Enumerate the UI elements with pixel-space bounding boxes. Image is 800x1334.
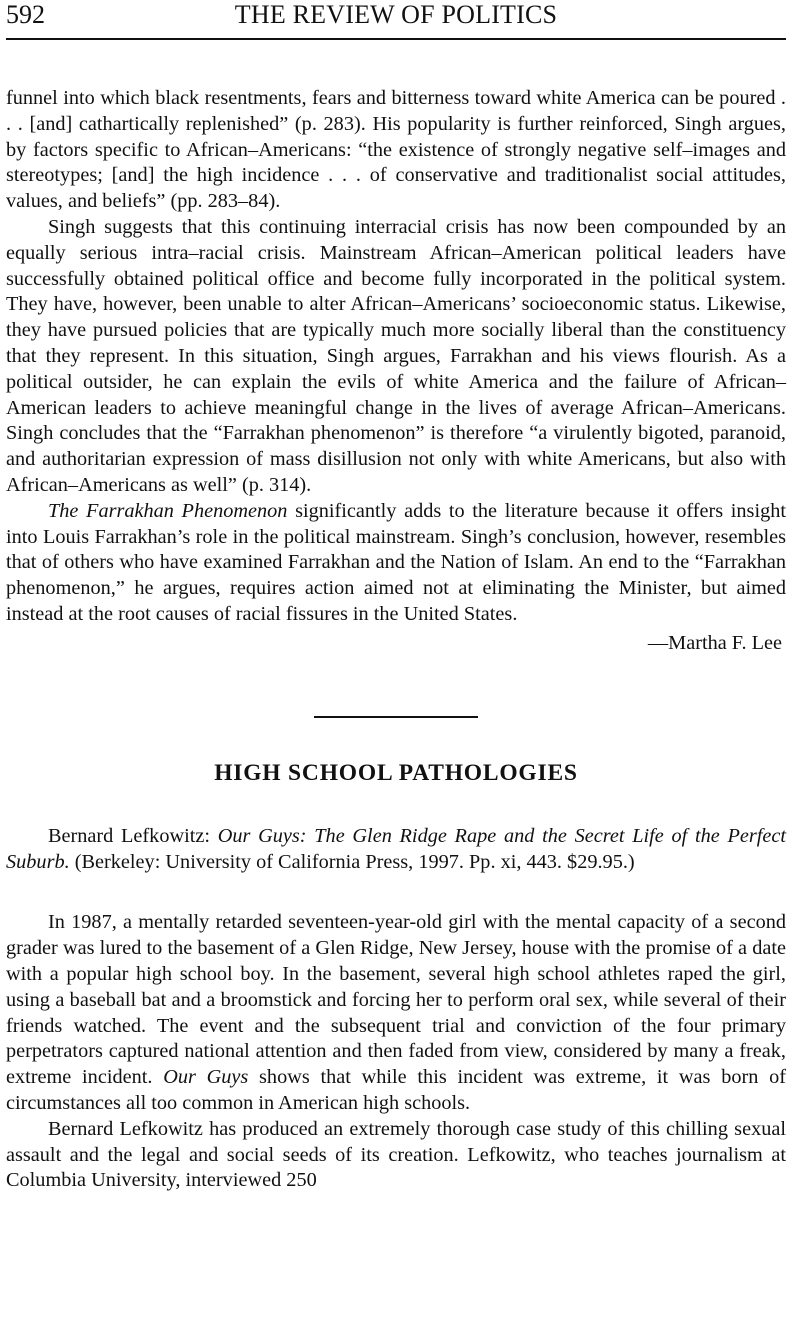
page-number: 592 (6, 0, 45, 29)
journal-title: THE REVIEW OF POLITICS (234, 0, 558, 29)
running-head (6, 0, 786, 40)
reviewer-signature: —Martha F. Lee (647, 631, 782, 654)
review-one-body (6, 86, 786, 628)
review-two-body (6, 910, 786, 1194)
review-one-paragraph: Singh suggests that this continuing interracial crisis has now been compounded by an equally serious intra–racial crisis. Mainstream African–American political leaders have successfully obtained political office and become fully incorporated in the political system. They have, however, been unable to alter African–Americans’ socioeconomic status. Likewise, they have pursued policies that are typically much more socially liberal than the constituency that they represent. In this situation, Singh argues, Farrakhan and his views flourish. As a political outsider, he can explain the evils of white America and the failure of African–American leaders to achieve meaningful change in the lives of average African–Americans. Singh concludes that the “Farrakhan phenomenon” is therefore “a virulently bigoted, paranoid, and authoritarian expression of mass disillusion not only with white Americans, but also with African–Americans as well” (p. 314). (6, 215, 786, 496)
book-title-italic: The Farrakhan Phenomenon (48, 499, 288, 522)
section-title: HIGH SCHOOL PATHOLOGIES (214, 759, 578, 786)
section-divider (314, 716, 478, 718)
final-paragraph-text: significantly adds to the literature because it offers insight into Louis Farrakhan’s role in the political mainstream. Singh’s conclusion, however, resembles that of others who have examined Farrakhan and the Nation of Islam. An end to the “Farrakhan phenomenon,” he argues, requires action aimed not at eliminating the Minister, but aimed instead at the root causes of racial fissures in the United States. (6, 499, 786, 625)
paragraph-text: In 1987, a mentally retarded seventeen-year-old girl with the mental capacity of a second grader was lured to the basement of a Glen Ridge, New Jersey, house with the promise of a date with a popular high school boy. In the basement, several high school athletes raped the girl, using a baseball bat and a broomstick and forcing her to perform oral sex, while several of their friends watched. The event and the subsequent trial and conviction of the four primary perpetrators captured national attention and then faded from view, considered by many a freak, extreme incident. (6, 911, 786, 1089)
citation-title: Our Guys: The Glen Ridge Rape and the Secret Life of the Perfect Suburb. (6, 824, 786, 873)
book-title-italic: Our Guys (163, 1066, 249, 1089)
book-citation (6, 824, 786, 876)
review-two-paragraph (6, 910, 786, 1116)
review-two-paragraph: Bernard Lefkowitz has produced an extremely thorough case study of this chilling sexual assault and the legal and social seeds of its creation. Lefkowitz, who teaches journalism at Columbia University, interviewed 250 (6, 1117, 786, 1192)
review-one-paragraph: funnel into which black resentments, fears and bitterness toward white America can be poured . . . [and] cathartically replenished” (p. 283). His popularity is further reinforced, Singh argues, by factors specific to African–Americans: “the existence of strongly negative self–images and stereotypes; [and] the high incidence . . . of conservative and traditionalist social attitudes, values, and beliefs” (pp. 283–84). (6, 87, 786, 213)
citation-author: Bernard Lefkowitz: (48, 824, 218, 847)
paragraph-text: shows that while this incident was extreme, it was born of circumstances all too common in American high schools. (6, 1066, 786, 1114)
review-one-final-paragraph (6, 499, 786, 628)
citation-publisher: (Berkeley: University of California Press, 1997. Pp. xi, 443. $29.95.) (69, 850, 635, 873)
